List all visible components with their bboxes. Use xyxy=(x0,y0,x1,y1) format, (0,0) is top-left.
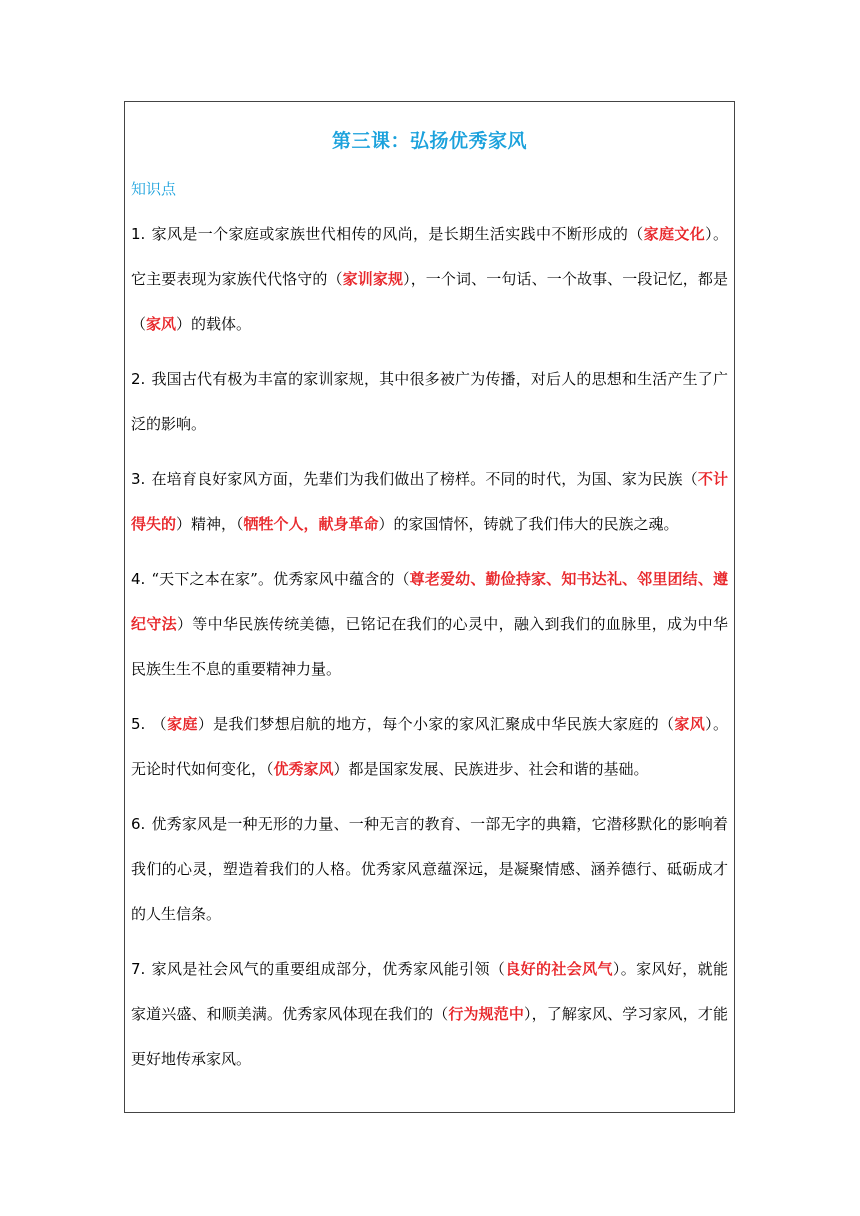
knowledge-item xyxy=(131,947,728,1082)
item-text: 在培育良好家风方面，先辈们为我们做出了榜样。不同的时代，为国、家为民族（ xyxy=(151,470,698,488)
knowledge-item xyxy=(131,212,728,347)
content-frame xyxy=(124,101,735,1113)
item-number: 4. xyxy=(131,570,146,588)
item-number: 2. xyxy=(131,370,146,388)
item-text: “天下之本在家”。优秀家风中蕴含的（ xyxy=(151,570,410,588)
answer-highlight: 家风 xyxy=(674,715,706,733)
item-text: ），了解家风、学习家风，才能更好地传承家风。 xyxy=(131,1005,728,1068)
item-text: ）都是国家发展、民族进步、社会和谐的基础。 xyxy=(333,760,649,778)
item-number: 5. xyxy=(131,715,146,733)
knowledge-item xyxy=(131,557,728,692)
knowledge-item xyxy=(131,457,728,547)
knowledge-item xyxy=(131,702,728,792)
knowledge-item xyxy=(131,357,728,447)
item-text: 家风是社会风气的重要组成部分，优秀家风能引领（ xyxy=(151,960,506,978)
answer-highlight: 优秀家风 xyxy=(273,760,334,778)
item-text: ），一个词、一句话、一个故事、一段记忆，都是（ xyxy=(131,270,728,333)
knowledge-list xyxy=(131,212,728,1092)
item-number: 6. xyxy=(131,815,146,833)
answer-highlight: 家风 xyxy=(146,315,177,333)
answer-highlight: 行为规范中 xyxy=(448,1005,524,1023)
item-text: 我国古代有极为丰富的家训家规，其中很多被广为传播，对后人的思想和生活产生了广泛的影响。 xyxy=(131,370,728,433)
answer-highlight: 家庭文化 xyxy=(643,225,706,243)
item-text: 优秀家风是一种无形的力量、一种无言的教育、一部无字的典籍，它潜移默化的影响着我们的心灵，塑造着我们的人格。优秀家风意蕴深远，是凝聚情感、涵养德行、砥砺成才的人生信条。 xyxy=(131,815,728,923)
item-number: 3. xyxy=(131,470,146,488)
item-number: 7. xyxy=(131,960,146,978)
item-number: 1. xyxy=(131,225,146,243)
item-text: ）。它主要表现为家族代代恪守的（ xyxy=(131,225,728,288)
answer-highlight: 家训家规 xyxy=(342,270,404,288)
item-text: 家风是一个家庭或家族世代相传的风尚，是长期生活实践中不断形成的（ xyxy=(151,225,644,243)
answer-highlight: 不计得失的 xyxy=(131,470,728,533)
page-title: 第三课：弘扬优秀家风 xyxy=(331,130,527,152)
item-text: ）。家风好，就能家道兴盛、和顺美满。优秀家风体现在我们的（ xyxy=(131,960,728,1023)
answer-highlight: 牺牲个人，献身革命 xyxy=(243,515,379,533)
answer-highlight: 尊老爱幼、勤俭持家、知书达礼、邻里团结、遵纪守法 xyxy=(131,570,728,633)
knowledge-item xyxy=(131,802,728,937)
item-text: ）的载体。 xyxy=(176,315,252,333)
answer-highlight: 家庭 xyxy=(167,715,198,733)
item-text: ）精神，（ xyxy=(176,515,244,533)
section-label: 知识点 xyxy=(131,180,177,198)
answer-highlight: 良好的社会风气 xyxy=(505,960,613,978)
item-text: ）等中华民族传统美德，已铭记在我们的心灵中，融入到我们的血脉里，成为中华民族生生不息的重要精神力量。 xyxy=(131,615,728,678)
item-text: ）是我们梦想启航的地方，每个小家的家风汇聚成中华民族大家庭的（ xyxy=(197,715,675,733)
item-text: （ xyxy=(151,715,168,733)
item-text: ）。无论时代如何变化，（ xyxy=(131,715,728,778)
item-text: ）的家国情怀，铸就了我们伟大的民族之魂。 xyxy=(378,515,679,533)
